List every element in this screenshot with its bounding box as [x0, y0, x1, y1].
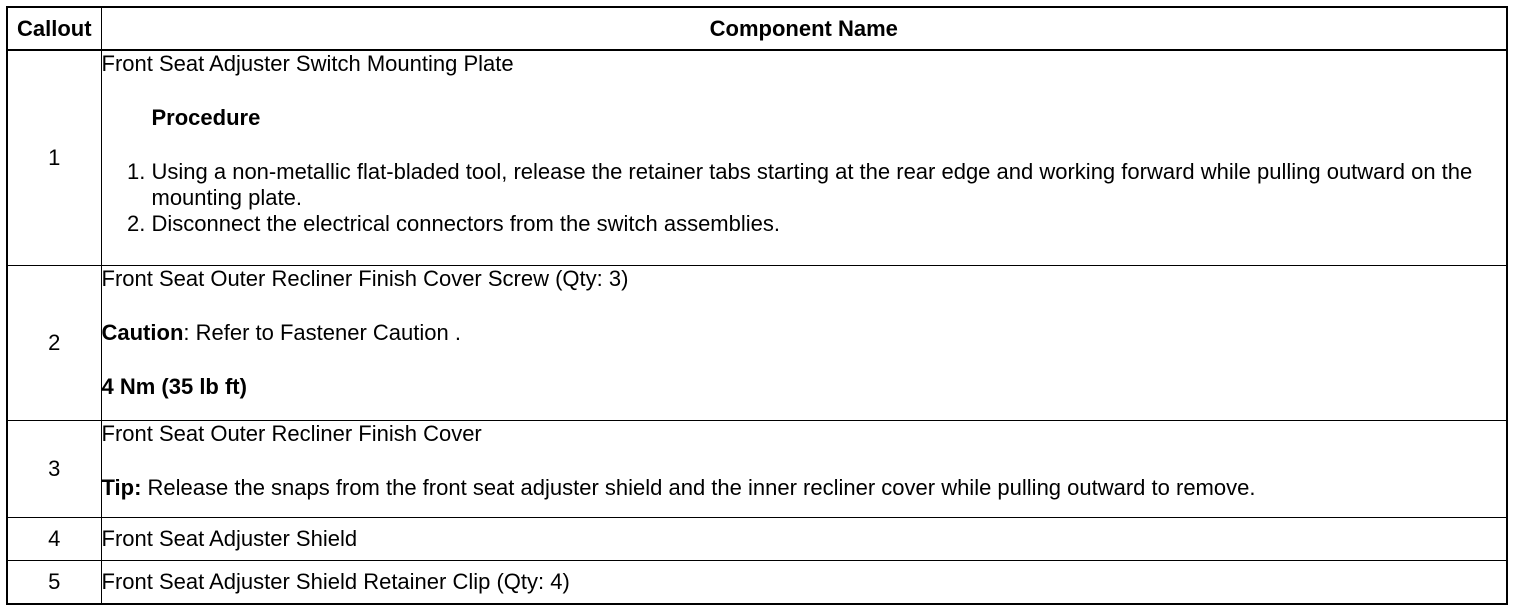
table-header-row: [7, 7, 1507, 50]
component-name: Front Seat Outer Recliner Finish Cover Screw (Qty: 3): [101, 266, 629, 291]
torque-spec: [102, 374, 1507, 400]
component-name: Front Seat Adjuster Shield: [101, 518, 1507, 561]
component-name: Front Seat Adjuster Switch Mounting Plate: [101, 51, 514, 76]
component-name: Front Seat Outer Recliner Finish Cover: [101, 421, 482, 446]
component-cell: [101, 421, 1507, 518]
component-name: Front Seat Adjuster Shield Retainer Clip (Qty: 4): [101, 561, 1507, 605]
callout-number: 3: [7, 421, 101, 518]
header-component-name: Component Name: [101, 7, 1507, 50]
table-row: [7, 561, 1507, 605]
caution-text: : Refer to Fastener Caution .: [183, 320, 461, 345]
callout-number: 1: [7, 50, 101, 266]
callout-number: 5: [7, 561, 101, 605]
table-row: [7, 518, 1507, 561]
torque-value: 4 Nm (35 lb ft): [101, 374, 247, 399]
table-row: [7, 266, 1507, 421]
caution-note: [102, 320, 1507, 346]
procedure-step: 2. Disconnect the electrical connectors from the switch assemblies.: [152, 211, 1507, 237]
table-row: [7, 421, 1507, 518]
component-cell: [101, 266, 1507, 421]
callout-number: 4: [7, 518, 101, 561]
procedure-step: 1. Using a non-metallic flat-bladed tool, release the retainer tabs starting at the rear edge and working forward while pulling outward on the mounting plate.: [152, 159, 1507, 211]
tip-note: [102, 475, 1507, 501]
procedure-heading: Procedure: [151, 105, 261, 130]
table-row: [7, 50, 1507, 266]
header-callout: Callout: [7, 7, 101, 50]
component-cell: [101, 50, 1507, 266]
procedure-steps: [102, 159, 1507, 237]
component-table: [6, 6, 1508, 605]
tip-label: Tip:: [101, 475, 142, 500]
tip-text: Release the snaps from the front seat adjuster shield and the inner recliner cover while pulling outward to remove.: [141, 475, 1256, 500]
caution-label: Caution: [101, 320, 184, 345]
callout-number: 2: [7, 266, 101, 421]
